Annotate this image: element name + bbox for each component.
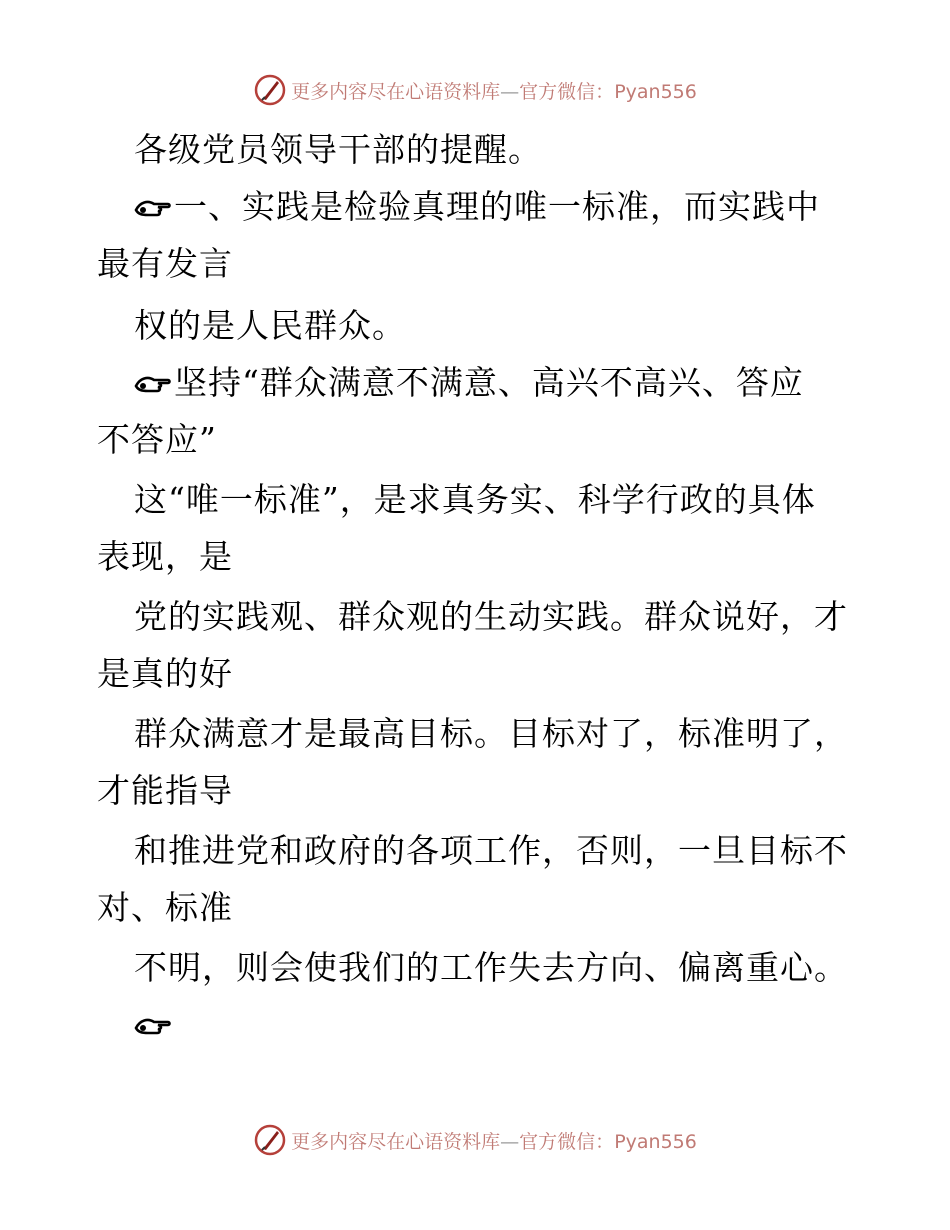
text-line: 一、实践是检验真理的唯一标准，而实践中 [134, 187, 820, 227]
text-line: 坚持“群众满意不满意、高兴不高兴、答应 [134, 363, 804, 403]
quill-logo-icon [253, 1123, 287, 1157]
banner-text: 更多内容尽在心语资料库—官方微信：Pyan556 [291, 80, 697, 103]
hand-pointer-icon [134, 1014, 172, 1038]
text-line: 党的实践观、群众观的生动实践。群众说好，才 [134, 597, 848, 636]
banner-text: 更多内容尽在心语资料库—官方微信：Pyan556 [291, 1130, 697, 1153]
text-line: 这“唯一标准”，是求真务实、科学行政的具体 [134, 480, 816, 519]
text-line: 不答应” [97, 420, 217, 459]
bullet-line [134, 1005, 174, 1045]
text-line: 各级党员领导干部的提醒。 [134, 130, 542, 169]
text-line: 对、标准 [97, 888, 233, 927]
text-line: 群众满意才是最高目标。目标对了，标准明了， [134, 714, 848, 753]
text-line: 最有发言 [97, 244, 233, 283]
text-line: 表现，是 [97, 537, 233, 576]
text-line: 是真的好 [97, 654, 233, 693]
quill-logo-icon [253, 73, 287, 107]
hand-pointer-icon [134, 372, 172, 396]
text-line: 不明，则会使我们的工作失去方向、偏离重心。 [134, 948, 848, 987]
header-banner [0, 68, 950, 112]
text-line: 权的是人民群众。 [134, 306, 406, 345]
text-line: 才能指导 [97, 771, 233, 810]
hand-pointer-icon [134, 196, 172, 220]
footer-banner [0, 1118, 950, 1162]
text-line: 和推进党和政府的各项工作，否则，一旦目标不 [134, 831, 848, 870]
